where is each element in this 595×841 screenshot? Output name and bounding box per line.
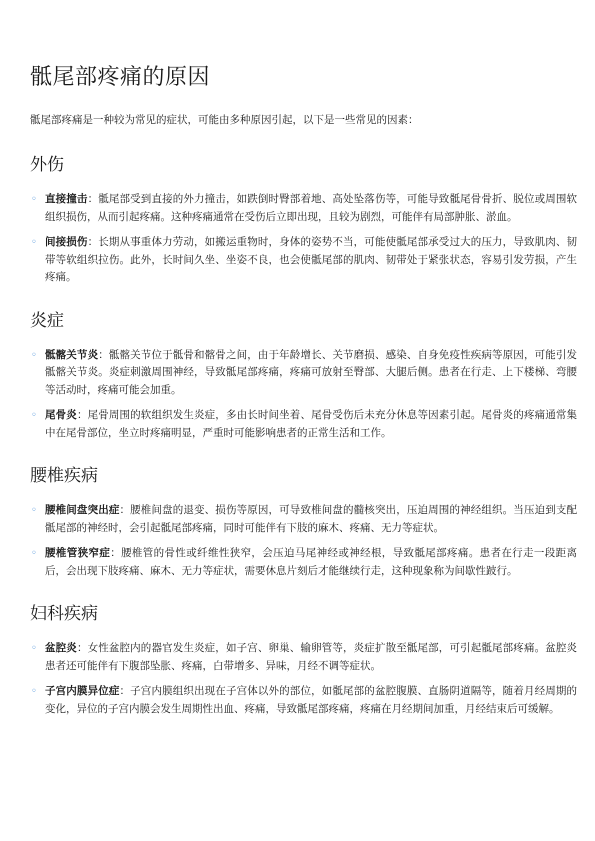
cause-list (30, 191, 577, 287)
item-term: 腰椎管狭窄症 (45, 547, 111, 559)
section-heading: 外伤 (30, 155, 64, 175)
item-colon: ： (76, 409, 88, 421)
bullet-icon: ◦ (31, 194, 37, 205)
item-term: 直接撞击 (45, 193, 88, 205)
item-colon: ： (87, 236, 99, 248)
item-text: 长期从事重体力劳动，如搬运重物时，身体的姿势不当，可能使骶尾部承受过大的压力，导致肌肉、韧带等软组织拉伤。此外，长时间久坐、坐姿不良，也会使骶尾部的肌肉、韧带处于紧张状态，容易引发劳损，产生疼痛。 (45, 236, 578, 283)
section-heading: 妇科疾病 (30, 604, 98, 624)
list-item (30, 347, 577, 400)
section-gynecological (30, 602, 577, 718)
list-item (30, 407, 577, 442)
section-heading: 腰椎疾病 (30, 466, 98, 486)
item-term: 间接损伤 (45, 236, 88, 248)
list-item (30, 191, 577, 226)
list-item (30, 502, 577, 537)
list-item (30, 640, 577, 675)
bullet-icon: ◦ (31, 349, 37, 361)
page-title: 骶尾部疼痛的原因 (30, 65, 211, 90)
item-text: 骶尾部受到直接的外力撞击，如跌倒时臀部着地、高处坠落伤等，可能导致骶尾骨骨折、脱位或周围软组织损伤，从而引起疼痛。这种疼痛通常在受伤后立即出现，且较为剧烈，可能伴有局部肿胀、淤血。 (45, 193, 578, 223)
item-text: 腰椎间盘的退变、损伤等原因，可导致椎间盘的髓核突出，压迫周围的神经组织。当压迫到支配骶尾部的神经时，会引起骶尾部疼痛，同时可能伴有下肢的麻木、疼痛、无力等症状。 (45, 504, 578, 534)
item-colon: ： (119, 504, 131, 516)
cause-list (30, 347, 577, 443)
list-item (30, 545, 577, 580)
item-term: 盆腔炎 (45, 642, 77, 654)
list-item (30, 234, 577, 287)
bullet-icon: ◦ (31, 505, 37, 516)
item-term: 腰椎间盘突出症 (45, 504, 120, 516)
item-colon: ： (98, 348, 109, 361)
section-inflammation (30, 309, 577, 443)
section-trauma (30, 153, 577, 287)
item-colon: ： (87, 193, 99, 205)
item-text: 腰椎管的骨性或纤维性狭窄，会压迫马尾神经或神经根，导致骶尾部疼痛。患者在行走一段距离后，会出现下肢疼痛、麻木、无力等症状，需要休息片刻后才能继续行走，这种现象称为间歇性跛行。 (45, 547, 578, 577)
item-colon: ： (110, 547, 122, 559)
bullet-icon: ◦ (31, 686, 37, 697)
item-text: 子宫内膜组织出现在子宫体以外的部位，如骶尾部的盆腔腹膜、直肠阴道隔等，随着月经周期的变化，异位的子宫内膜会发生周期性出血、疼痛，导致骶尾部疼痛，疼痛在月经期间加重，月经结束后可缓解。 (45, 685, 578, 715)
item-text: 尾骨周围的软组织发生炎症，多由长时间坐着、尾骨受伤后未充分休息等因素引起。尾骨炎的疼痛通常集中在尾骨部位，坐立时疼痛明显，严重时可能影响患者的正常生活和工作。 (45, 409, 578, 439)
item-text: 骶髂关节位于骶骨和髂骨之间，由于年龄增长、关节磨损、感染、自身免疫性疾病等原因，可能引发骶髂关节炎。炎症刺激周围神经，导致骶尾部疼痛，疼痛可放射至臀部、大腿后侧。患者在行走、上下楼梯、弯腰等活动时，疼痛可能会加重。 (45, 348, 578, 396)
bullet-icon: ◦ (31, 643, 37, 654)
cause-list (30, 502, 577, 580)
item-term: 尾骨炎 (45, 409, 77, 421)
item-colon: ： (119, 685, 131, 697)
bullet-icon: ◦ (31, 237, 37, 248)
item-text: 女性盆腔内的器官发生炎症，如子宫、卵巢、输卵管等，炎症扩散至骶尾部，可引起骶尾部疼痛。盆腔炎患者还可能伴有下腹部坠胀、疼痛，白带增多、异味，月经不调等症状。 (45, 642, 578, 672)
item-colon: ： (76, 642, 88, 654)
section-heading: 炎症 (30, 310, 64, 331)
bullet-icon: ◦ (31, 548, 37, 559)
item-term: 骶髂关节炎 (45, 348, 99, 361)
section-lumbar-disease (30, 464, 577, 580)
cause-list (30, 640, 577, 718)
item-term: 子宫内膜异位症 (45, 685, 120, 697)
intro-paragraph: 骶尾部疼痛是一种较为常见的症状，可能由多种原因引起，以下是一些常见的因素： (30, 114, 419, 126)
bullet-icon: ◦ (31, 410, 37, 421)
list-item (30, 683, 577, 718)
